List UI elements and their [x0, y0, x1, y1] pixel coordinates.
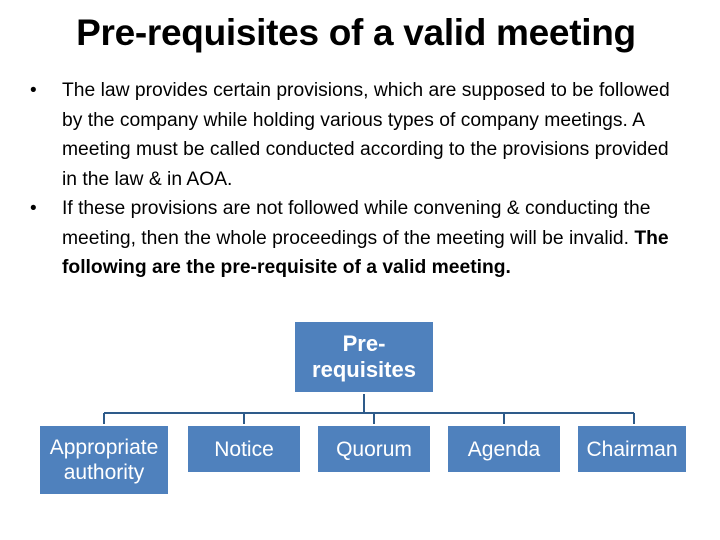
child-node-quorum	[316, 424, 432, 474]
root-node-line1: Pre-	[342, 331, 386, 356]
slide-title: Pre-requisites of a valid meeting	[76, 12, 636, 53]
bullet-bold-text: The following are the pre-requisite of a valid meeting.	[62, 227, 669, 278]
child-node-notice	[186, 424, 302, 474]
child-node-label: Chairman	[586, 437, 678, 461]
child-node-agenda	[446, 424, 562, 474]
bullet-dot-icon: •	[30, 198, 37, 219]
child-node-label: Appropriate authority	[49, 436, 159, 484]
root-node-prerequisites	[293, 320, 435, 394]
root-node-line2: requisites	[312, 357, 416, 382]
bullet-text: If these provisions are not followed while convening & conducting the meeting, then the whole proceedings of the meeting will be invalid.	[62, 198, 651, 249]
child-node-appropriate-authority	[38, 424, 170, 496]
child-node-label: Agenda	[467, 437, 541, 461]
child-node-label: Notice	[214, 437, 274, 461]
bullet-text: The law provides certain provisions, which are supposed to be followed by the company while holding various types of company meetings. A meeting must be called conducted according to the provisions provided in the law & in AOA.	[62, 80, 670, 190]
bullet-dot-icon: •	[30, 80, 37, 101]
child-node-label: Quorum	[336, 437, 412, 461]
child-node-chairman	[576, 424, 688, 474]
